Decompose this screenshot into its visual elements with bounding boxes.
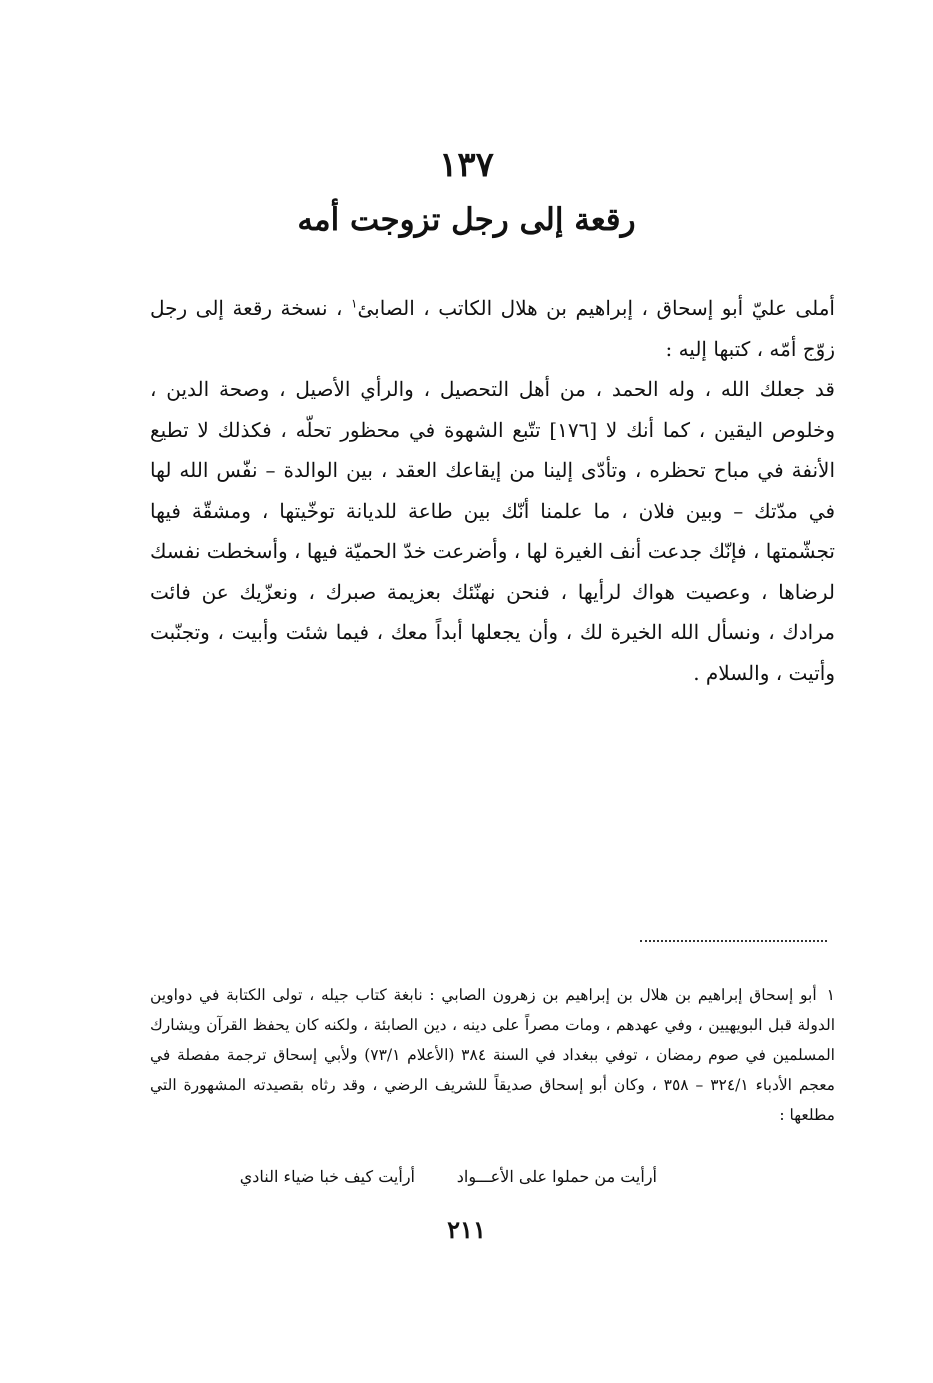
poetry-verse [150,1160,835,1194]
footnote-number: ١ [826,986,835,1004]
footnote-reference: ١ [351,296,358,311]
intro-paragraph [150,288,835,369]
footnote [150,980,835,1130]
intro-text-continued: ، نسخة رقعة إلى رجل زوّج أمّه ، كتبها إليه : [150,296,835,361]
chapter-number: ١٣٧ [439,145,494,185]
chapter-title: رقعة إلى رجل تزوجت أمه [297,202,636,238]
page-number: ٢١١ [447,1215,486,1244]
main-text [150,288,835,693]
footnote-separator [640,940,827,942]
verse-first-hemistich: أرأيت من حملوا على الأعـــواد [456,1167,657,1186]
footnote-text: أبو إسحاق إبراهيم بن هلال بن إبراهيم بن زهرون الصابي : نابغة كتاب جيله ، تولى الكتابة في دواوين الدولة قبل البويهيين ، وفي عهدهم ، ومات مصراً على دينه ، دين الصابئة ، ولكنه كان يحفظ القرآن ويشارك المسلمين في صوم رمضان ، توفي ببغداد في السنة ٣٨٤ (الأعلام ٧٣/١) ولأبي إسحاق ترجمة مفصلة في معجم الأدباء ٣٢٤/١ – ٣٥٨ ، وكان أبو إسحاق صديقاً للشريف الرضي ، وقد رثاه بقصيدته المشهورة التي مطلعها : [150,986,835,1124]
intro-text: أملى عليّ أبو إسحاق ، إبراهيم بن هلال الكاتب ، الصابئ [357,296,835,320]
verse-second-hemistich: أرأيت كيف خبا ضياء النادي [239,1167,415,1186]
footnote-paragraph [150,980,835,1130]
letter-paragraph: قد جعلك الله ، وله الحمد ، من أهل التحصيل ، والرأي الأصيل ، وصحة الدين ، وخلوص اليقين ، كما أنك لا [١٧٦] تتّبع الشهوة في محظور تحلّه ، فكذلك لا تطيع الأنفة في مباح تحظره ، وتأدّى إلينا من إيقاعك العقد ، بين الوالدة – نفّس الله لها في مدّتك – وبين فلان ، ما علمنا أنّك بين طاعة للديانة توخّيتها ، ومشقّة فيها تجشّمتها ، فإنّك جدعت أنف الغيرة لها ، وأضرعت خدّ الحميّة فيها ، وأسخطت نفسك لرضاها ، وعصيت هواك لرأيها ، فنحن نهنّئك بعزيمة صبرك ، ونعزّيك عن فائت مرادك ، ونسأل الله الخيرة لك ، وأن يجعلها أبداً معك ، فيما شئت وأبيت ، وتجنّبت وأتيت ، والسلام . [150,377,835,685]
